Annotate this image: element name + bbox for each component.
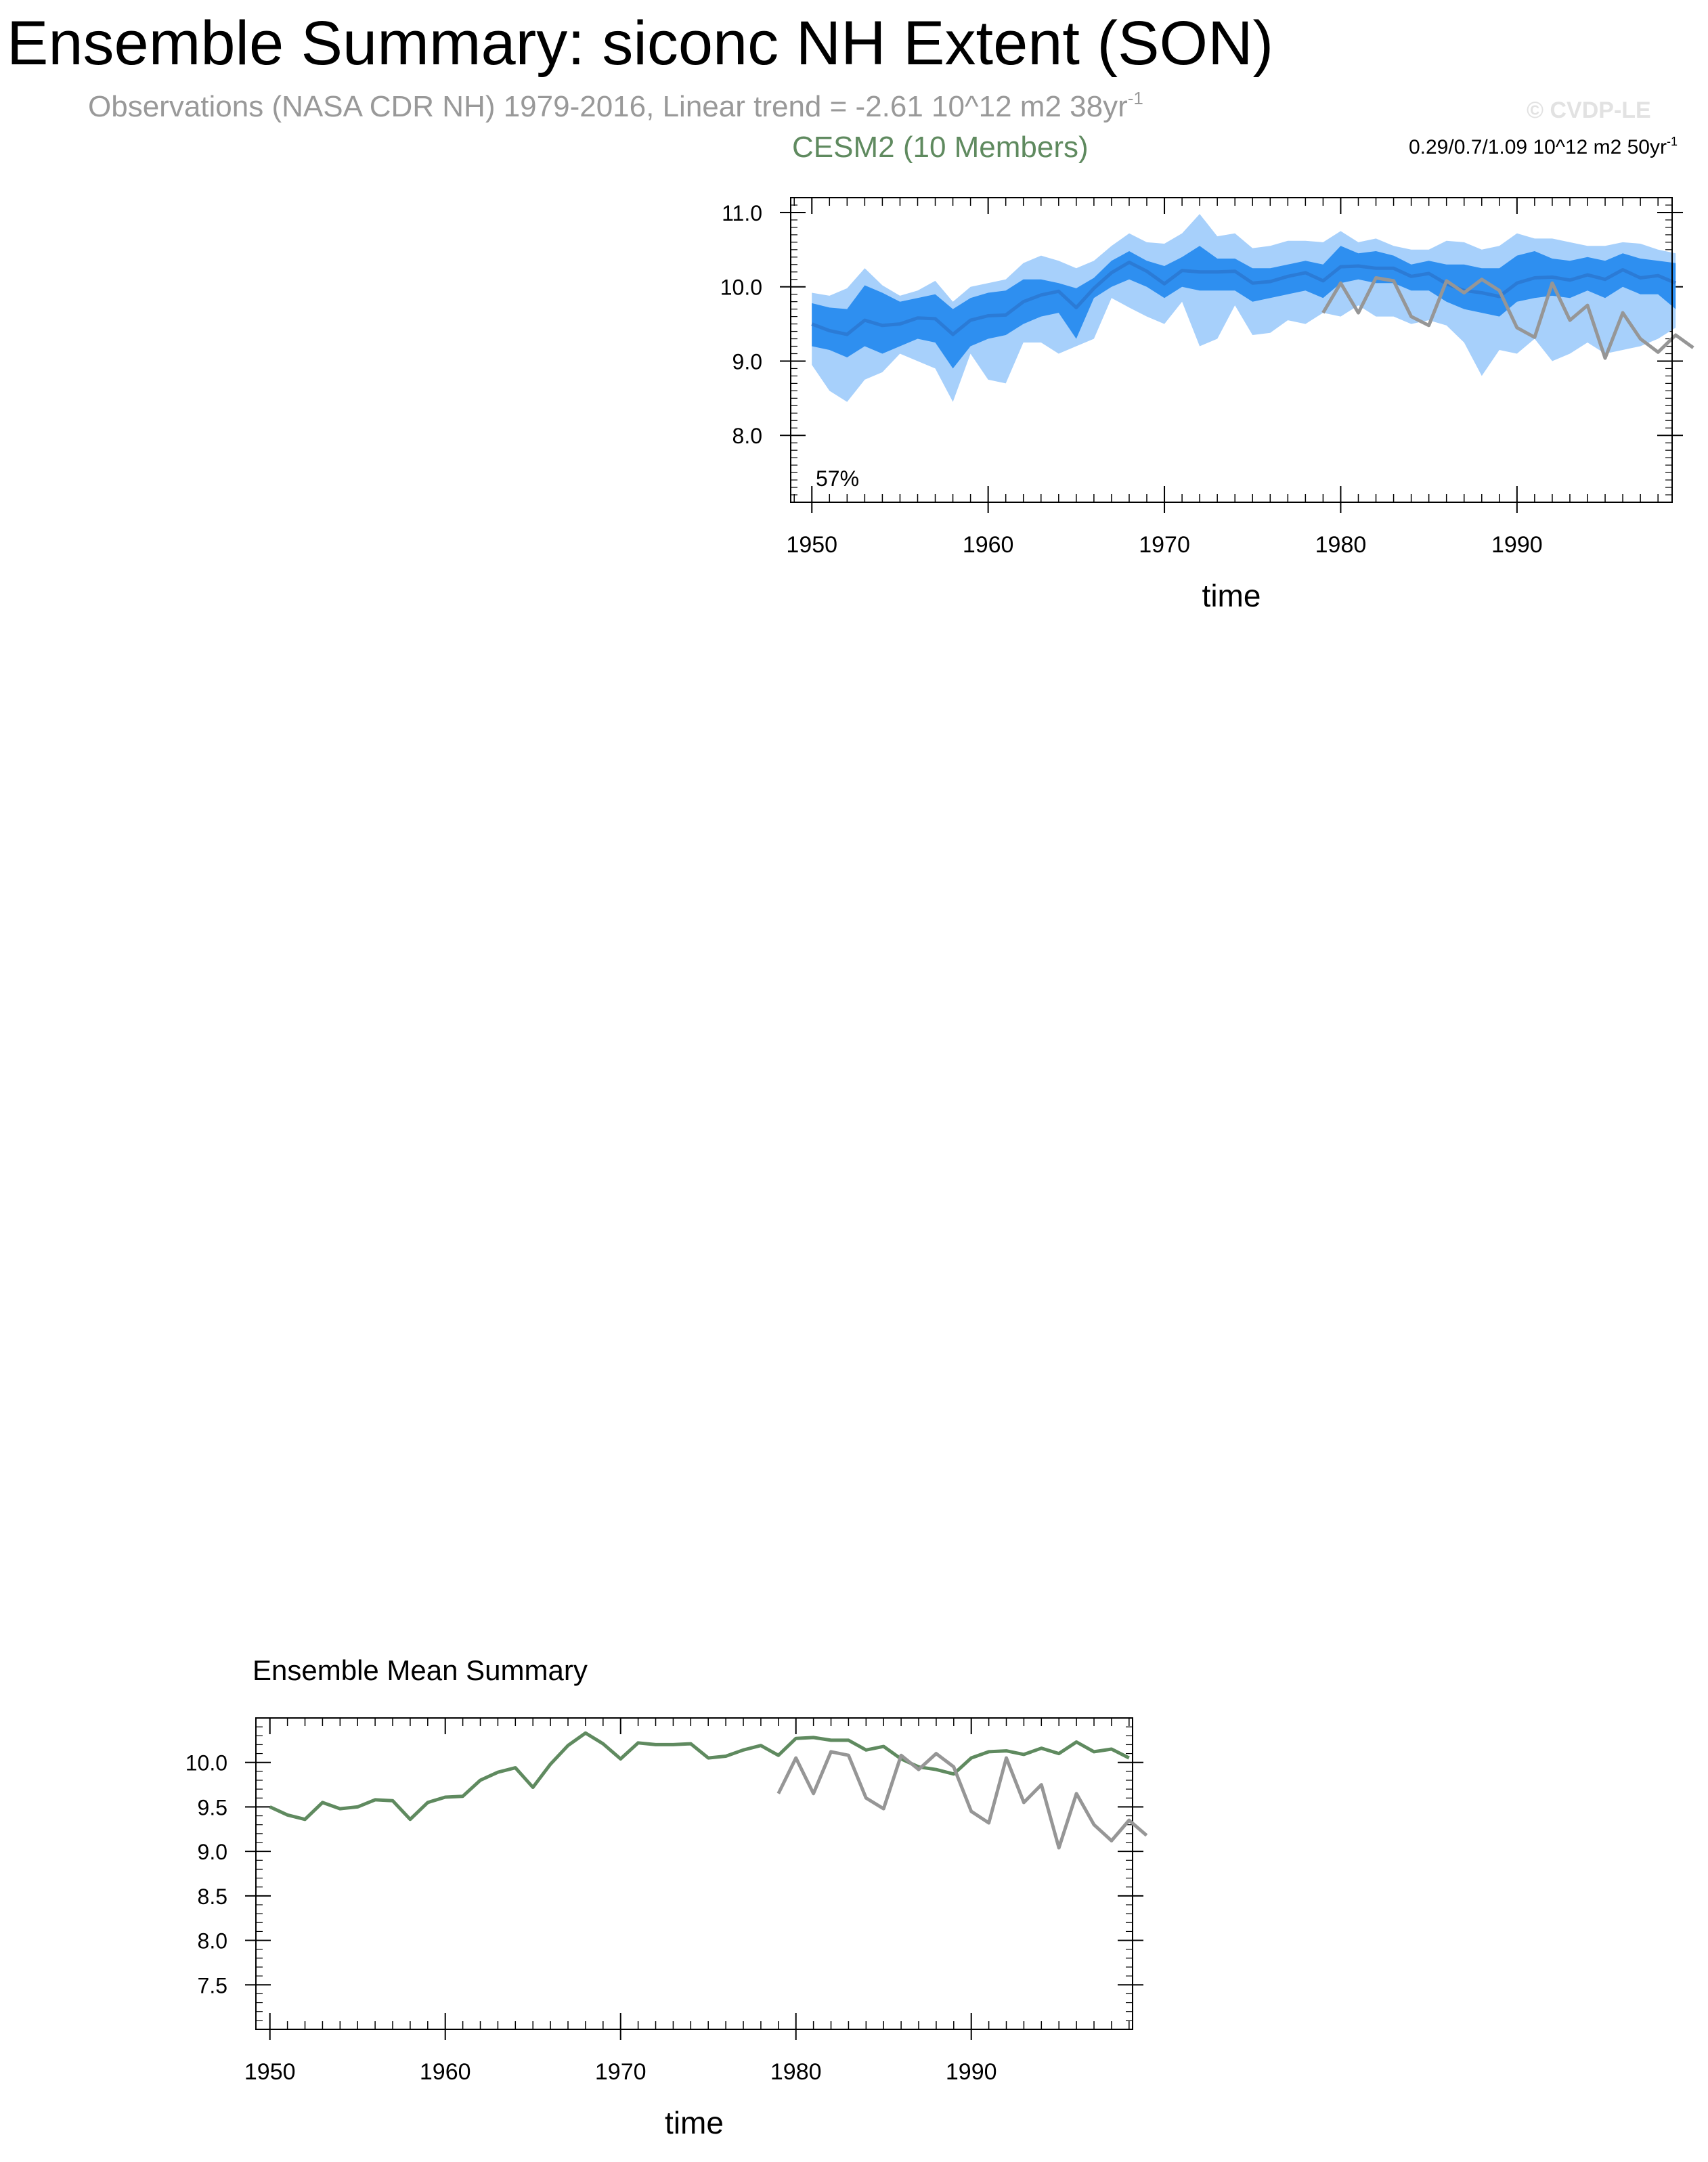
percent-label: 57% (816, 466, 860, 491)
spread-x-tick-label: 1970 (1139, 532, 1190, 558)
mean-panel-title: Ensemble Mean Summary (253, 1654, 588, 1686)
mean-plot-frame (256, 1718, 1133, 2029)
spread-x-axis-label: time (1202, 578, 1261, 613)
spread-y-tick-label: 8.0 (732, 424, 762, 449)
mean-y-tick-label: 8.5 (197, 1884, 227, 1909)
mean-x-tick-label: 1970 (594, 2059, 647, 2085)
mean-x-axis-label: time (665, 2105, 724, 2140)
spread-y-tick-label: 10.0 (720, 275, 762, 300)
mean-y-tick-label: 10.0 (185, 1750, 227, 1775)
spread-x-tick-label: 1980 (1315, 532, 1367, 558)
spread-x-tick-label: 1960 (962, 532, 1014, 558)
copyright-label: © CVDP-LE (1527, 97, 1651, 123)
mean-y-tick-label: 8.0 (197, 1928, 227, 1954)
mean-x-tick-label: 1950 (244, 2059, 296, 2085)
spread-y-tick-label: 11.0 (722, 200, 762, 225)
observations-subtitle-exponent: -1 (1127, 88, 1143, 108)
mean-y-tick-label: 7.5 (197, 1973, 227, 1998)
mean-x-tick-label: 1980 (770, 2059, 822, 2085)
spread-x-tick-label: 1990 (1491, 532, 1543, 558)
page-title: Ensemble Summary: siconc NH Extent (SON) (7, 9, 1274, 78)
spread-y-tick-label: 9.0 (732, 349, 762, 374)
mean-y-tick-label: 9.0 (197, 1840, 227, 1865)
mean-y-tick-label: 9.5 (197, 1795, 227, 1820)
trend-label-text: 0.29/0.7/1.09 10^12 m2 50yr (1408, 136, 1667, 158)
mean-x-tick-label: 1990 (945, 2059, 997, 2085)
trend-label-exponent: -1 (1666, 135, 1678, 148)
mean-x-tick-label: 1960 (419, 2059, 471, 2085)
observations-subtitle-text: Observations (NASA CDR NH) 1979-2016, Linear trend = -2.61 10^12 m2 38yr (88, 90, 1128, 123)
spread-panel-title: CESM2 (10 Members) (792, 131, 1089, 164)
spread-x-tick-label: 1950 (786, 532, 838, 558)
